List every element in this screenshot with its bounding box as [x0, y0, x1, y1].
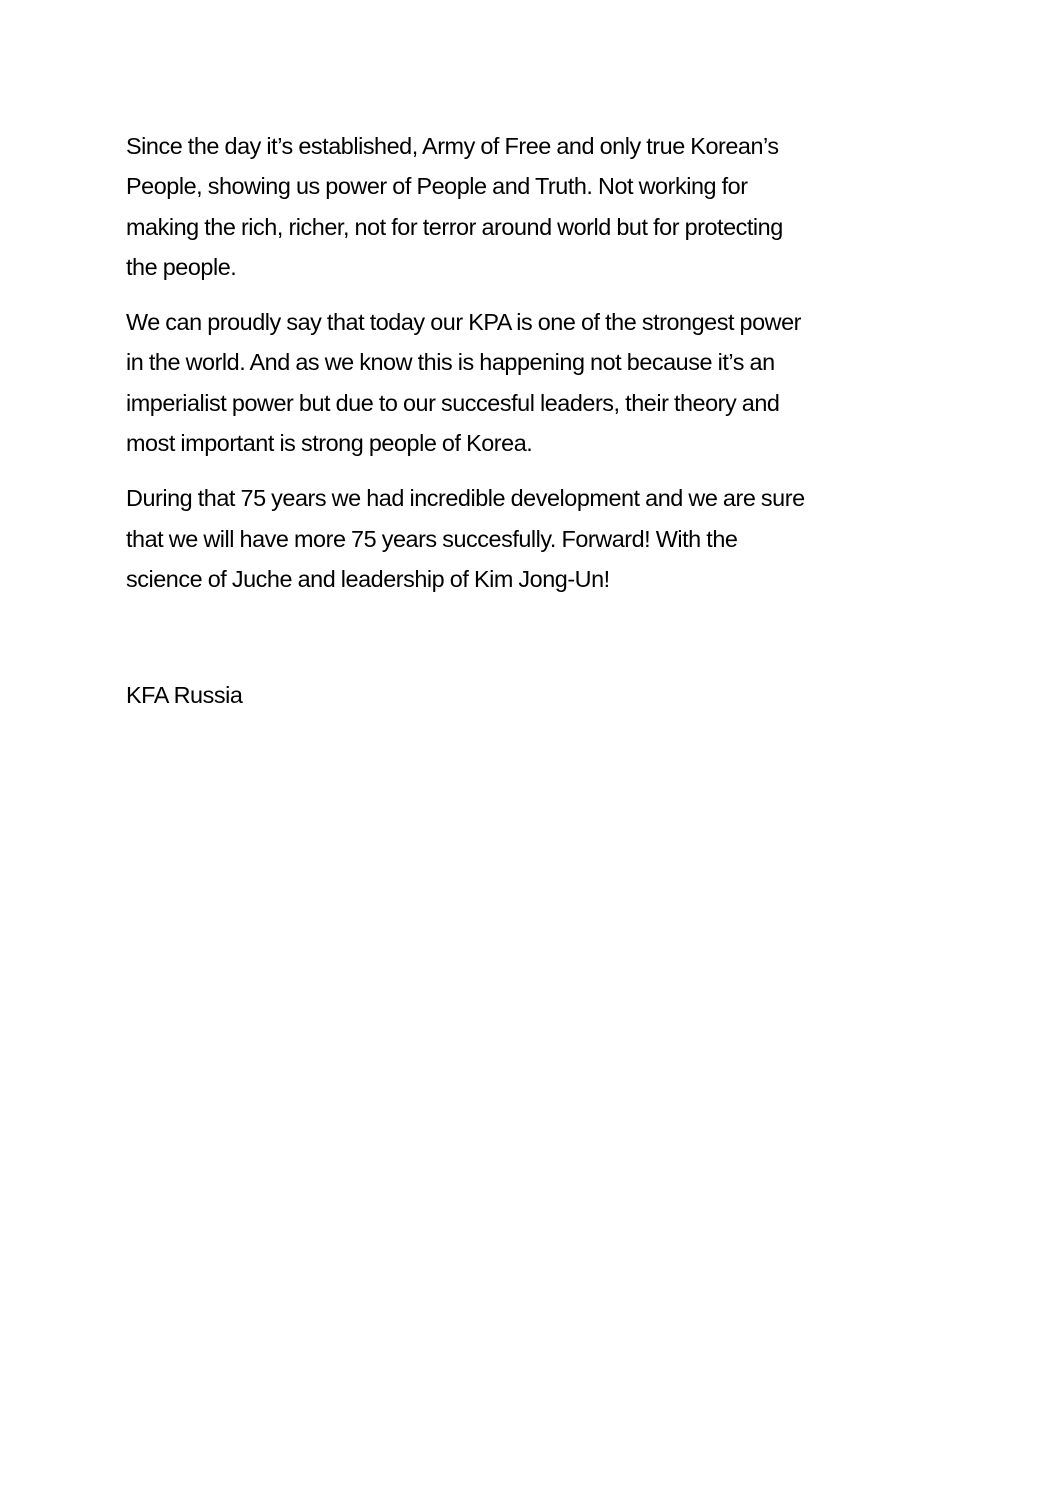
text-line: People, showing us power of People and Truth. Not working for: [126, 173, 748, 200]
text-line: Since the day it’s established, Army of Free and only true Korean’s: [126, 133, 779, 159]
text-line: science of Juche and leadership of Kim Jong-Un!: [126, 565, 610, 592]
text-line: most important is strong people of Korea.: [126, 430, 533, 457]
paragraph-2: [126, 302, 941, 463]
signature: KFA Russia: [126, 682, 243, 708]
text-line: the people.: [126, 253, 237, 280]
text-line: imperialist power but due to our succesful leaders, their theory and: [126, 389, 780, 416]
text-line: in the world. And as we know this is happening not because it’s an: [126, 349, 775, 376]
paragraph-1: [126, 126, 941, 287]
paragraph-3: [126, 478, 941, 599]
text-line: that we will have more 75 years succesfully. Forward! With the: [126, 525, 738, 552]
text-line: We can proudly say that today our KPA is one of the strongest power: [126, 309, 802, 336]
text-line: During that 75 years we had incredible development and we are sure: [126, 485, 805, 512]
text-line: making the rich, richer, not for terror around world but for protecting: [126, 213, 783, 240]
document-body: [126, 126, 941, 614]
